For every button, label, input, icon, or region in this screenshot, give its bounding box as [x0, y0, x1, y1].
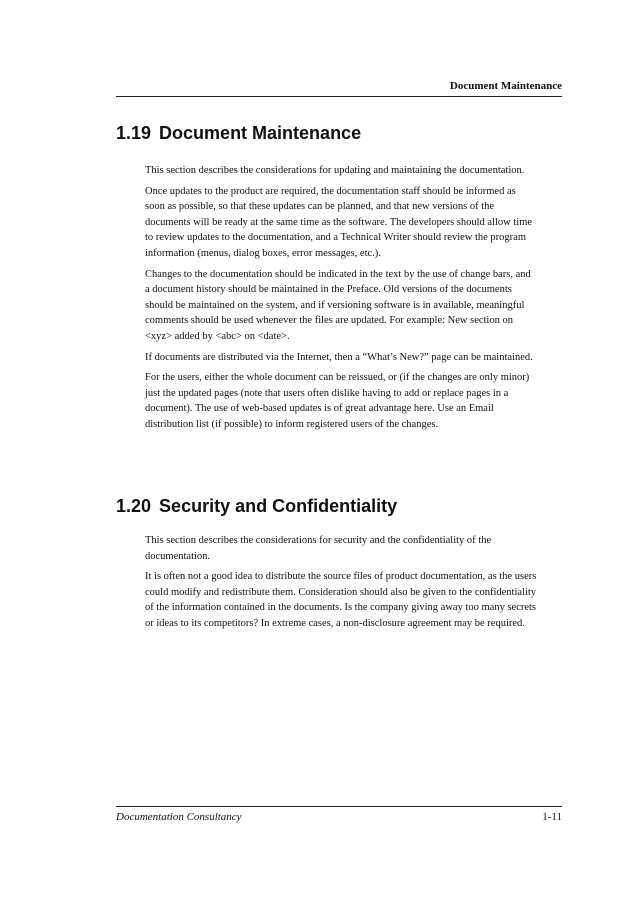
section-heading [116, 122, 361, 144]
page-footer [116, 806, 562, 825]
section-heading [116, 495, 397, 517]
paragraph: If documents are distributed via the Internet, then a “What’s New?” page can be maintained. [145, 351, 533, 363]
paragraph: This section describes the considerations for updating and maintaining the documentation. [145, 165, 525, 176]
section-title: Document Maintenance [159, 123, 362, 143]
paragraph: It is often not a good idea to distribute the source files of product documentation, as the users could modify and redistribute them. Consideration should also be given to the confidentiality of the information contained in the documents. Is the company giving away too many secrets or ideas to its competitors? In extreme cases, a non-disclosure agreement may be required. [145, 571, 537, 629]
paragraph: This section describes the considerations for security and the confidentiality of the documentation. [145, 535, 492, 562]
section-body [145, 533, 537, 637]
running-header [116, 80, 562, 97]
section-title: Security and Confidentiality [159, 496, 398, 516]
paragraph: For the users, either the whole document can be reissued, or (if the changes are only minor) just the updated pages (note that users often dislike having to add or replace pages in a document). The use of web-based updates is of great advantage here. Use an Email distribution list (if possible) to inform registered users of the changes. [145, 372, 530, 430]
section-body [145, 163, 537, 438]
section-number: 1.20 [116, 496, 152, 516]
footer-left-text: Documentation Consultancy [116, 811, 242, 823]
paragraph: Once updates to the product are required, the documentation staff should be informed as soon as possible, so that these updates can be planned, and that new versions of the documents will be ready at the same time as the software. The developers should allow time to review updates to the documentation, and a Technical Writer should review the program information (menus, dialog boxes, error messages, etc.). [145, 185, 533, 259]
running-header-title: Document Maintenance [449, 80, 562, 92]
section-number: 1.19 [116, 123, 152, 143]
page-number: 1-11 [542, 811, 562, 823]
paragraph: Changes to the documentation should be indicated in the text by the use of change bars, and a document history should be maintained in the Preface. Old versions of the documents should be maintained on the system, and if versioning software is in available, meaningful comments should be used whenever the files are updated. For example: New section on <xyz> added by <abc> on <date>. [145, 268, 531, 342]
